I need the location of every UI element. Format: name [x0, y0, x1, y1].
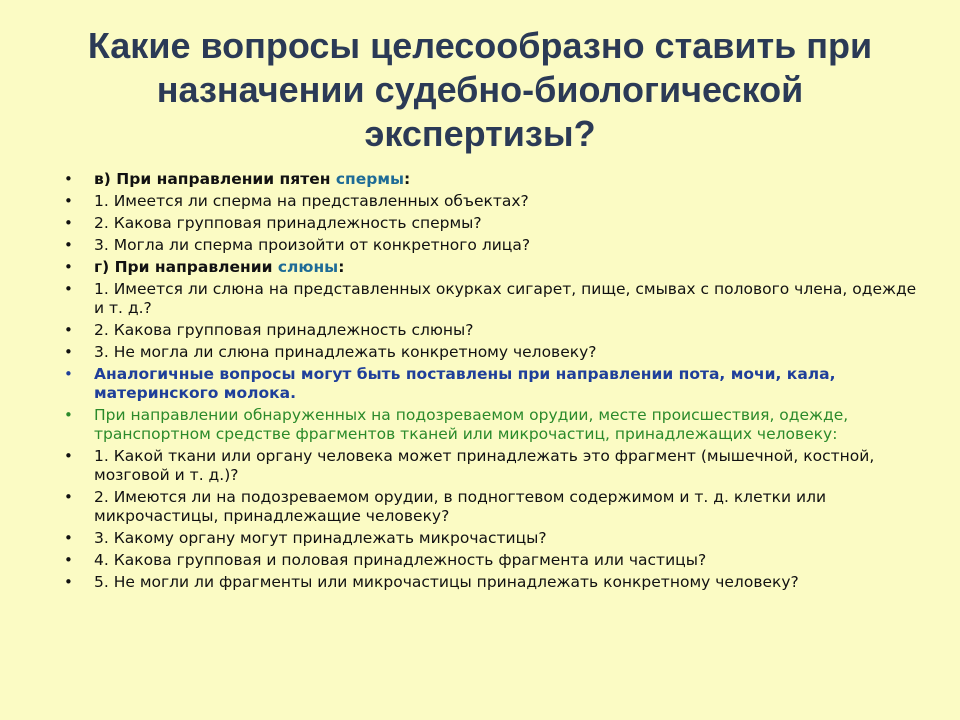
- question-list: [60, 170, 920, 595]
- list-item: [60, 258, 920, 277]
- list-item: • 2. Какова групповая принадлежность спермы?: [64, 214, 482, 232]
- section-heading: г) При направлении слюны:: [94, 258, 345, 276]
- list-item: • При направлении обнаруженных на подозреваемом орудии, месте происшествия, одежде, транспортном средстве фрагментов тканей или микрочастиц, принадлежащих человеку:: [64, 406, 849, 443]
- bullet-icon: •: [64, 529, 73, 547]
- list-item: • 1. Какой ткани или органу человека может принадлежать это фрагмент (мышечной, костной, мозговой и т. д.)?: [64, 447, 875, 484]
- bullet-icon: •: [64, 236, 73, 254]
- bullet-icon: •: [64, 192, 73, 210]
- bullet-icon: •: [64, 214, 73, 232]
- bullet-icon: •: [64, 406, 73, 424]
- bullet-icon: •: [64, 551, 73, 569]
- list-item: • 3. Не могла ли слюна принадлежать конкретному человеку?: [64, 343, 597, 361]
- section-heading: в) При направлении пятен спермы:: [94, 170, 411, 188]
- bullet-icon: •: [64, 280, 73, 298]
- slide-title: Какие вопросы целесообразно ставить при назначении судебно-биологической экспертизы?: [87, 25, 873, 154]
- bullet-icon: •: [64, 447, 73, 465]
- list-item: • 4. Какова групповая и половая принадлежность фрагмента или частицы?: [64, 551, 707, 569]
- bullet-icon: •: [64, 488, 73, 506]
- list-item: • Аналогичные вопросы могут быть поставлены при направлении пота, мочи, кала, материнского молока.: [64, 365, 836, 402]
- list-item: [60, 170, 920, 189]
- bullet-icon: •: [64, 321, 73, 339]
- list-item: • 3. Могла ли сперма произойти от конкретного лица?: [64, 236, 531, 254]
- list-item: • 2. Имеются ли на подозреваемом орудии, в подногтевом содержимом и т. д. клетки или микрочастицы, принадлежащие человеку?: [64, 488, 827, 525]
- list-item: • 5. Не могли ли фрагменты или микрочастицы принадлежать конкретному человеку?: [64, 573, 799, 591]
- bullet-icon: •: [64, 343, 73, 361]
- list-item: • 1. Имеется ли сперма на представленных объектах?: [64, 192, 529, 210]
- list-item: • 2. Какова групповая принадлежность слюны?: [64, 321, 474, 339]
- list-item: • 1. Имеется ли слюна на представленных окурках сигарет, пище, смывах с полового члена, одежде и т. д.?: [64, 280, 917, 317]
- bullet-icon: •: [64, 573, 73, 591]
- bullet-icon: •: [64, 365, 73, 383]
- list-item: • 3. Какому органу могут принадлежать микрочастицы?: [64, 529, 547, 547]
- bullet-icon: •: [64, 170, 73, 188]
- bullet-icon: •: [64, 258, 73, 276]
